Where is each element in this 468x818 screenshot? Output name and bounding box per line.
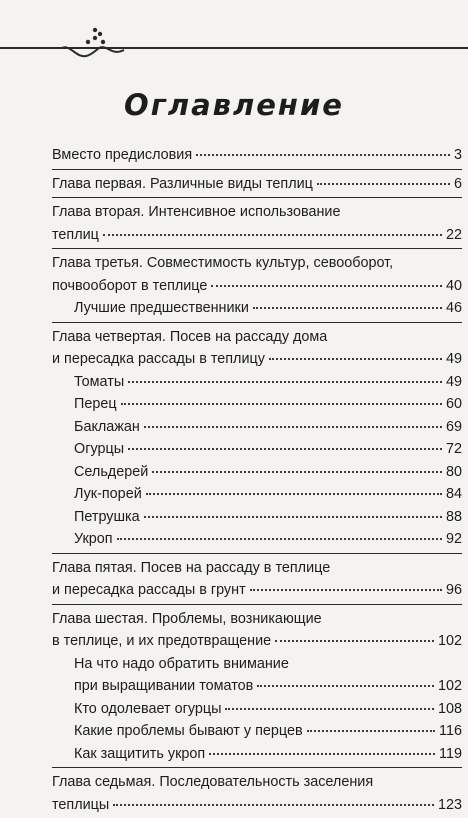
page-number: 6 xyxy=(453,175,462,192)
toc-entry[interactable] xyxy=(52,144,462,167)
entry-title: Глава третья. Совместимость культур, севооборот, xyxy=(52,255,394,271)
dot-leader xyxy=(275,640,434,642)
entry-title: Укроп xyxy=(74,531,113,547)
dot-leader xyxy=(117,538,442,540)
dot-leader xyxy=(307,730,435,732)
toc-group-chapter-1 xyxy=(52,170,462,199)
toc-entry[interactable] xyxy=(52,630,462,653)
toc-subentry[interactable] xyxy=(52,371,462,394)
entry-title: Как защитить укроп xyxy=(74,745,206,762)
entry-title: Глава шестая. Проблемы, возникающие xyxy=(52,610,322,627)
entry-title: Перец xyxy=(74,396,117,412)
page-number: 84 xyxy=(445,486,462,502)
toc-entry-line[interactable] xyxy=(52,557,462,580)
toc-subentry[interactable] xyxy=(52,675,462,698)
toc-entry[interactable] xyxy=(52,348,462,371)
toc-subentry[interactable] xyxy=(52,297,462,320)
toc-subentry[interactable] xyxy=(52,393,462,416)
toc-subentry[interactable] xyxy=(52,528,462,551)
page-number: 3 xyxy=(453,147,462,163)
page-number: 108 xyxy=(437,700,462,717)
toc-subentry[interactable] xyxy=(52,438,462,461)
entry-title: при выращивании томатов xyxy=(74,678,254,694)
toc-entry[interactable] xyxy=(52,579,462,602)
page-number: 88 xyxy=(445,508,462,525)
entry-title: Глава четвертая. Посев на рассаду дома xyxy=(52,328,328,345)
entry-title: Вместо предисловия xyxy=(52,147,193,163)
entry-title: Глава первая. Различные виды теплиц xyxy=(52,175,313,192)
page-number: 49 xyxy=(445,351,462,367)
toc-group-chapter-7 xyxy=(52,768,462,818)
entry-title: в теплице, и их предотвращение xyxy=(52,633,272,649)
page-number: 69 xyxy=(445,418,462,435)
entry-title: и пересадка рассады в теплицу xyxy=(52,351,265,367)
entry-title: Баклажан xyxy=(74,418,140,435)
dot-leader xyxy=(128,448,442,450)
table-of-contents xyxy=(52,144,462,818)
page-number: 60 xyxy=(445,396,462,412)
entry-title: теплицы xyxy=(52,796,110,813)
dot-leader xyxy=(250,589,442,591)
dot-leader xyxy=(146,493,442,495)
toc-group-chapter-6 xyxy=(52,605,462,769)
toc-group-chapter-4 xyxy=(52,323,462,554)
page-number: 80 xyxy=(445,463,462,480)
toc-entry[interactable] xyxy=(52,224,462,247)
toc-entry-line[interactable] xyxy=(52,326,462,349)
entry-title: Лучшие предшественники xyxy=(74,300,249,316)
toc-subentry[interactable] xyxy=(52,720,462,743)
page-number: 72 xyxy=(445,441,462,457)
dot-leader xyxy=(144,426,442,428)
entry-title: Лук-порей xyxy=(74,486,142,502)
dot-leader xyxy=(113,804,434,806)
toc-entry-line[interactable] xyxy=(52,608,462,631)
toc-subentry[interactable] xyxy=(52,416,462,439)
page-number: 92 xyxy=(445,531,462,547)
toc-entry-line[interactable] xyxy=(52,201,462,224)
dot-leader xyxy=(103,234,442,236)
entry-title: На что надо обратить внимание xyxy=(74,655,289,672)
dot-leader xyxy=(317,183,450,185)
page-number: 22 xyxy=(445,226,462,243)
page-number: 46 xyxy=(445,300,462,316)
entry-title: Глава пятая. Посев на рассаду в теплице xyxy=(52,559,331,576)
toc-subentry[interactable] xyxy=(52,698,462,721)
page-number: 96 xyxy=(445,582,462,598)
dot-leader xyxy=(257,685,434,687)
page-title: Оглавление xyxy=(124,88,344,122)
dot-leader xyxy=(211,285,442,287)
toc-subentry[interactable] xyxy=(52,483,462,506)
toc-group-preface xyxy=(52,144,462,170)
entry-title: Глава седьмая. Последовательность заселения xyxy=(52,774,374,790)
entry-title: Томаты xyxy=(74,373,125,390)
entry-title: почвооборот в теплице xyxy=(52,277,208,294)
page-number: 119 xyxy=(439,745,462,762)
dot-leader xyxy=(144,516,442,518)
dot-leader xyxy=(121,403,442,405)
toc-group-chapter-2 xyxy=(52,198,462,249)
entry-title: Какие проблемы бывают у перцев xyxy=(74,723,303,739)
toc-subentry-line[interactable] xyxy=(52,653,462,676)
header-ornament xyxy=(0,24,468,68)
toc-entry-line[interactable] xyxy=(52,771,462,794)
entry-title: Сельдерей xyxy=(74,463,149,480)
dot-leader xyxy=(209,753,435,755)
entry-title: Огурцы xyxy=(74,441,125,457)
dot-leader xyxy=(128,381,442,383)
entry-title: Петрушка xyxy=(74,508,140,525)
toc-group-chapter-3 xyxy=(52,249,462,323)
toc-subentry[interactable] xyxy=(52,506,462,529)
entry-title: Глава вторая. Интенсивное использование xyxy=(52,204,341,220)
toc-entry[interactable] xyxy=(52,794,462,817)
page-number: 116 xyxy=(439,723,462,739)
toc-entry-line[interactable] xyxy=(52,252,462,275)
dot-leader xyxy=(253,307,442,309)
page-number: 49 xyxy=(445,373,462,390)
page-number: 102 xyxy=(437,633,462,649)
dot-leader xyxy=(269,358,442,360)
entry-title: теплиц xyxy=(52,226,99,243)
page-number: 102 xyxy=(437,678,462,694)
toc-subentry[interactable] xyxy=(52,461,462,484)
dot-leader xyxy=(196,154,450,156)
toc-entry[interactable] xyxy=(52,275,462,298)
entry-title: и пересадка рассады в грунт xyxy=(52,582,246,598)
dot-leader xyxy=(225,708,434,710)
entry-title: Кто одолевает огурцы xyxy=(74,700,222,717)
page-number: 123 xyxy=(437,796,462,813)
dot-leader xyxy=(152,471,442,473)
toc-entry[interactable] xyxy=(52,173,462,196)
page-number: 40 xyxy=(445,277,462,294)
toc-subentry[interactable] xyxy=(52,743,462,766)
toc-group-chapter-5 xyxy=(52,554,462,605)
